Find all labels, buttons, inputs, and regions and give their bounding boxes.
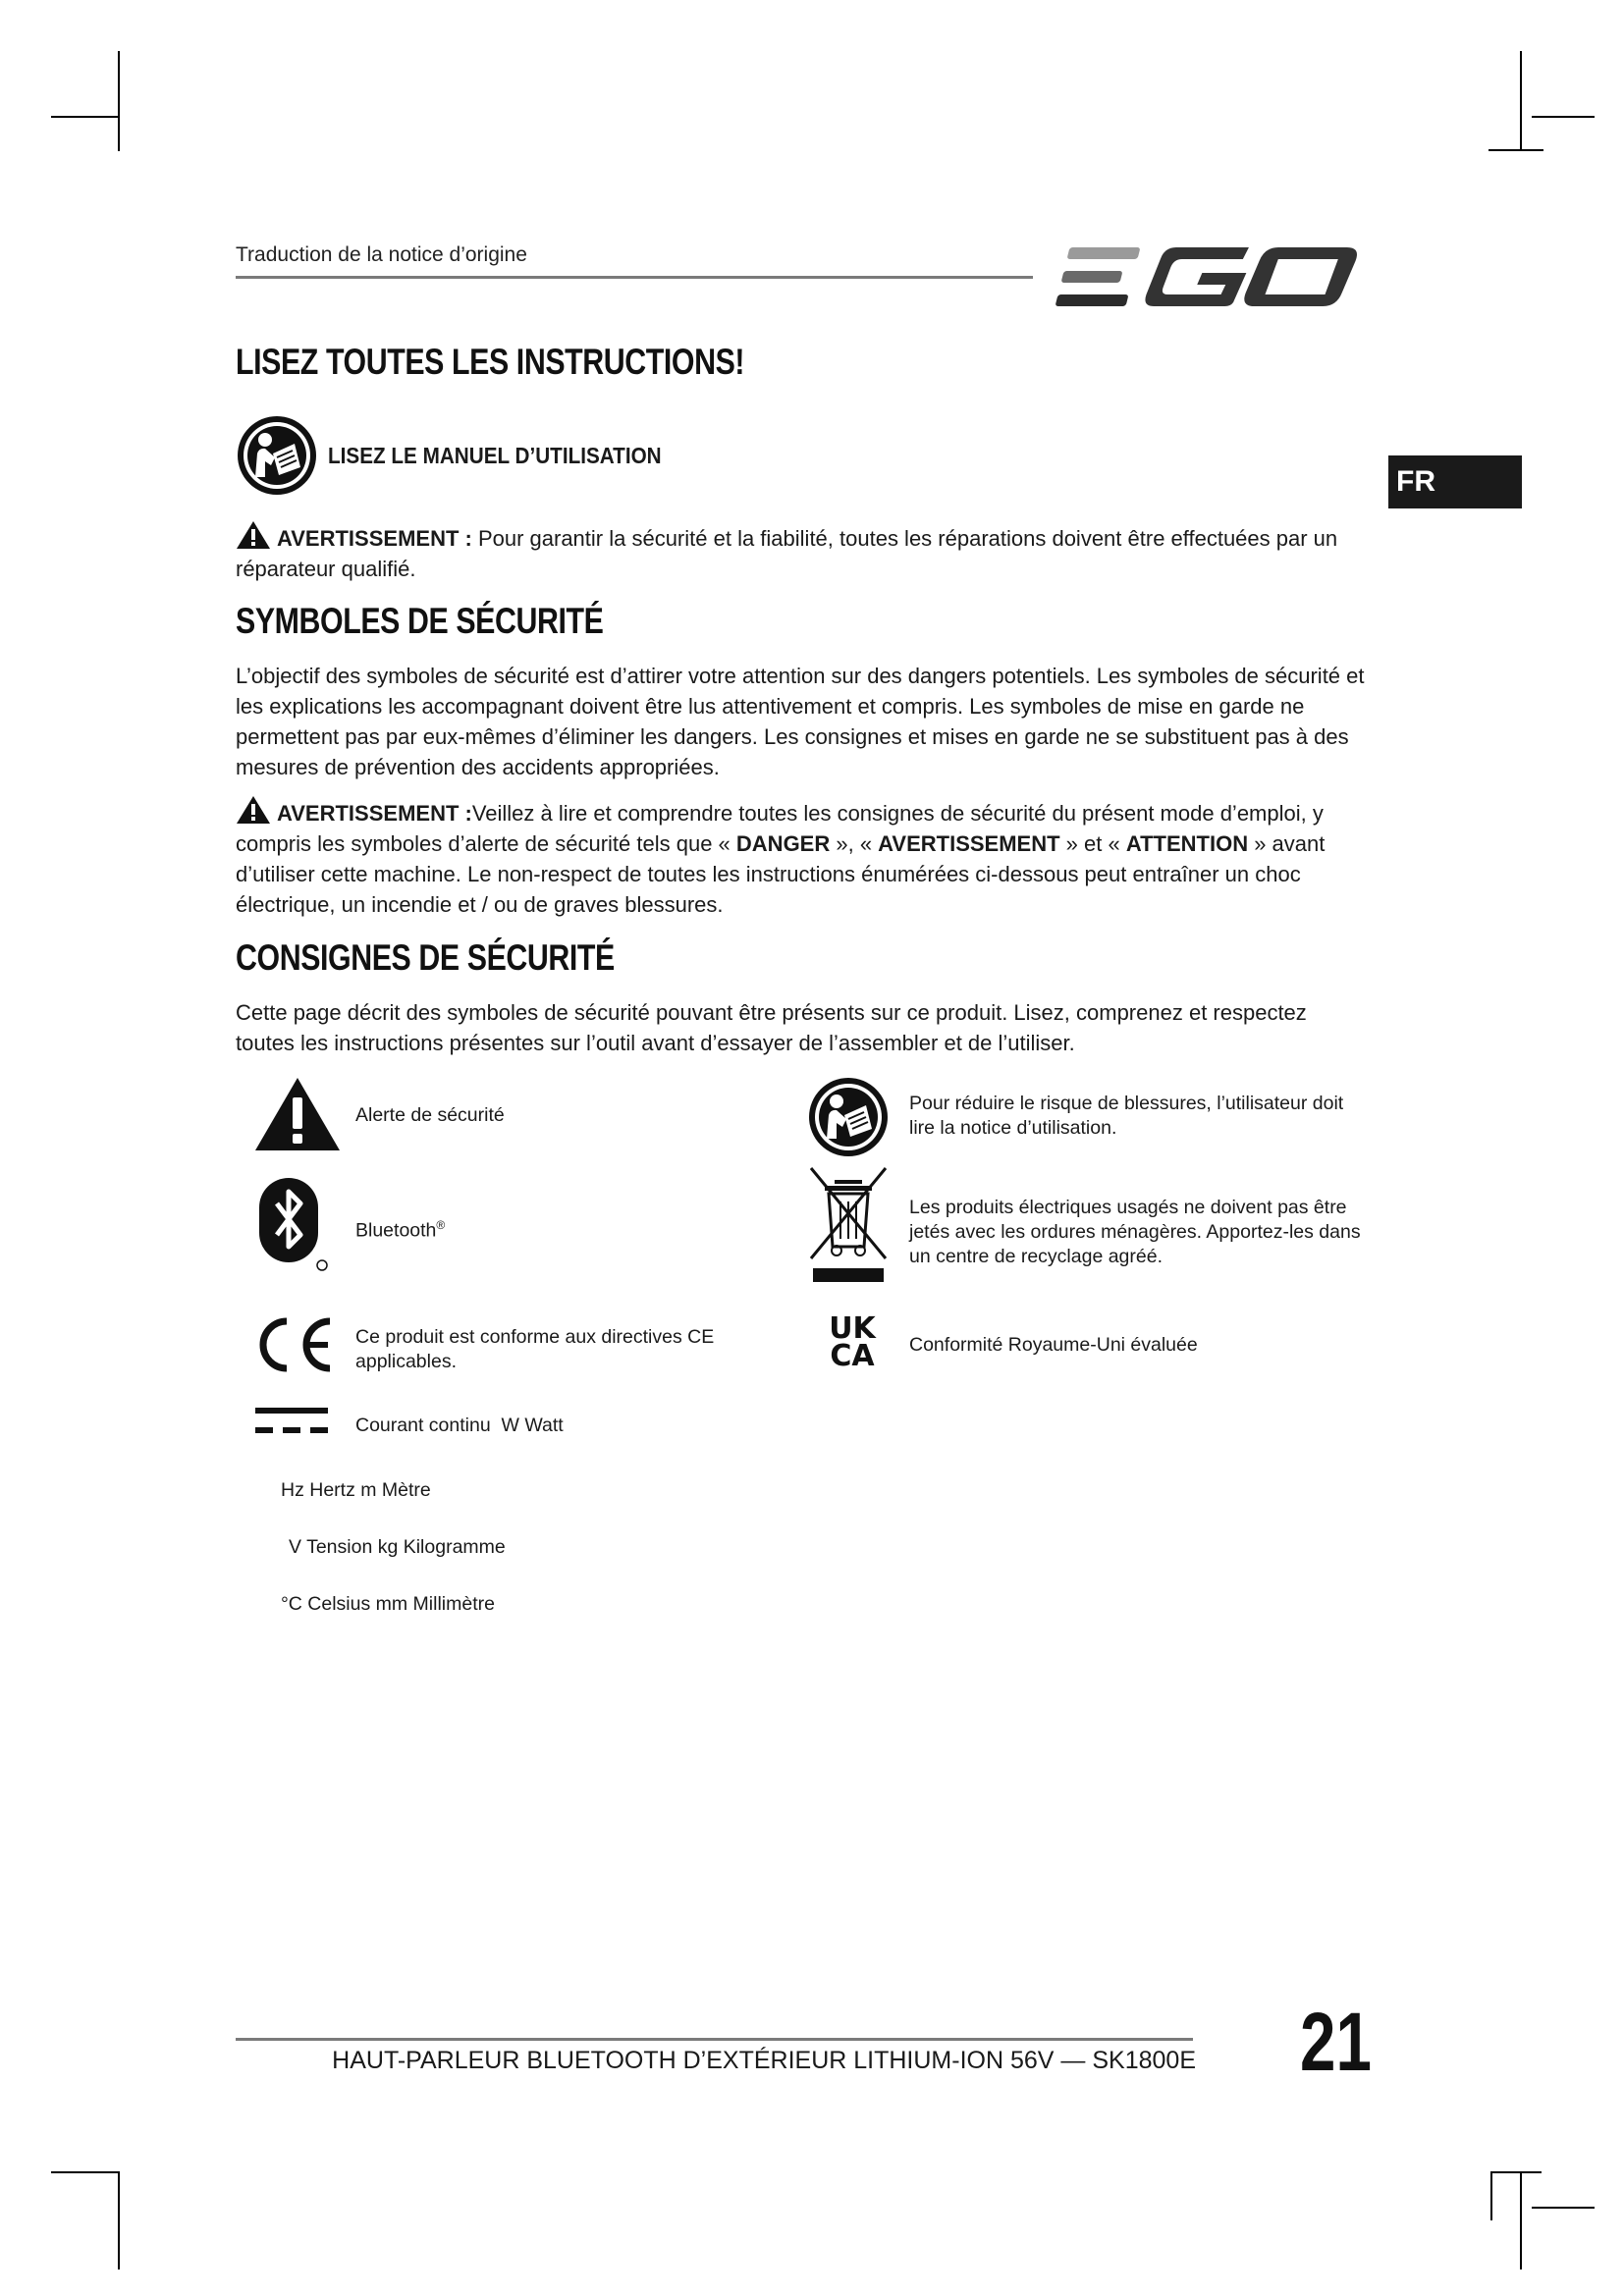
read-manual-text: Pour réduire le risque de blessures, l’utilisateur doit lire la notice d’utilisation. (909, 1093, 1344, 1139)
danger-term: DANGER (735, 831, 831, 856)
bluetooth-icon (257, 1176, 330, 1272)
read-manual-label: LISEZ LE MANUEL D’UTILISATION (328, 442, 662, 468)
ce-mark-icon (253, 1315, 336, 1374)
alert-label: Alerte de sécurité (355, 1104, 505, 1126)
safety-alert-icon (253, 1076, 342, 1152)
crop-mark (1520, 2171, 1522, 2269)
warning-repair (236, 520, 1365, 584)
registered-mark: ® (436, 1218, 446, 1232)
celsius-label: °C Celsius mm Millimètre (281, 1593, 495, 1615)
warning-triangle-icon (236, 520, 271, 550)
footer-rule (236, 2038, 1193, 2041)
warning-label: AVERTISSEMENT : (277, 801, 472, 826)
crop-mark (1489, 149, 1543, 151)
warning-text: », « (830, 831, 879, 856)
ukca-mark-icon (823, 1311, 882, 1373)
bluetooth-label (355, 1213, 445, 1244)
bluetooth-text: Bluetooth (355, 1219, 437, 1242)
voltage-label: V Tension kg Kilogramme (289, 1536, 506, 1558)
header-rule (236, 276, 1033, 279)
warning-read-all (236, 795, 1365, 920)
warning-label: AVERTISSEMENT : (277, 526, 472, 551)
language-tab: FR (1388, 455, 1522, 508)
crop-mark (51, 116, 118, 118)
symbols-paragraph: L’objectif des symboles de sécurité est d’attirer votre attention sur des dangers potentiels. Les symboles de sécurité et les explications les accompagnant doivent être lus attentivement et compris. Les symboles de mise en garde ne permettent pas par eux-mêmes d’éliminer les dangers. Les consignes et mises en garde ne se substituent pas à des mesures de prévention des accidents appropriées. (236, 664, 1365, 779)
warning-text: » et « (1059, 831, 1126, 856)
ce-label: Ce produit est conforme aux directives CE applicables. (355, 1326, 715, 1372)
page-number: 21 (1300, 1996, 1372, 2088)
crop-mark (1490, 2171, 1492, 2220)
heading-safety-symbols: SYMBOLES DE SÉCURITÉ (236, 601, 604, 641)
instructions-paragraph: Cette page décrit des symboles de sécurité pouvant être présents sur ce produit. Lisez, comprenez et respectez toutes les instructions présentes sur l’outil avant d’essayer de l’assembler et de l’utiliser. (236, 1000, 1307, 1055)
ukca-mark-bottom: CA (830, 1339, 875, 1373)
warning-triangle-icon (236, 795, 271, 825)
hz-label: Hz Hertz m Mètre (281, 1479, 431, 1501)
weee-text: Les produits électriques usagés ne doivent pas être jetés avec les ordures ménagères. Apportez-les dans un centre de recyclage agréé. (909, 1197, 1361, 1267)
crop-mark (118, 2171, 120, 2269)
read-manual-row (236, 414, 698, 497)
header-title: Traduction de la notice d’origine (236, 243, 527, 266)
warning-text: » avant d’utiliser cette machine. Le non-respect de toutes les instructions énumérées ci-dessous peut entraîner un choc électrique, un incendie et / ou de graves blessures. (236, 831, 1326, 917)
warning-text: Pour garantir la sécurité et la fiabilité, toutes les réparations doivent être effectuées par un réparateur qualifié. (236, 526, 1338, 581)
ego-logo (1056, 241, 1366, 312)
read-manual-icon (236, 414, 318, 497)
avertissement-term: AVERTISSEMENT (878, 831, 1060, 856)
ukca-mark-top: UK (829, 1311, 876, 1346)
heading-safety-instructions: CONSIGNES DE SÉCURITÉ (236, 937, 615, 978)
crop-mark (1532, 2207, 1595, 2209)
read-manual-icon (807, 1076, 890, 1158)
crop-mark (51, 2171, 118, 2173)
crop-mark (1532, 116, 1595, 118)
direct-current-icon (255, 1406, 328, 1437)
footer-product: HAUT-PARLEUR BLUETOOTH D’EXTÉRIEUR LITHIUM-ION 56V — SK1800E (332, 2047, 1196, 2074)
crop-mark (118, 51, 120, 151)
ukca-text: Conformité Royaume-Uni évaluée (909, 1334, 1198, 1356)
attention-term: ATTENTION (1125, 831, 1249, 856)
crop-mark (1520, 51, 1522, 151)
crop-mark (1492, 2171, 1542, 2173)
heading-read-all: LISEZ TOUTES LES INSTRUCTIONS! (236, 342, 745, 382)
weee-bin-icon (807, 1164, 890, 1286)
dc-label: Courant continu W Watt (355, 1415, 564, 1436)
warning-text: Veillez à lire et comprendre toutes les consignes de sécurité du présent mode d’emploi, y compris les symboles d’alerte de sécurité tels que « (236, 801, 1324, 856)
